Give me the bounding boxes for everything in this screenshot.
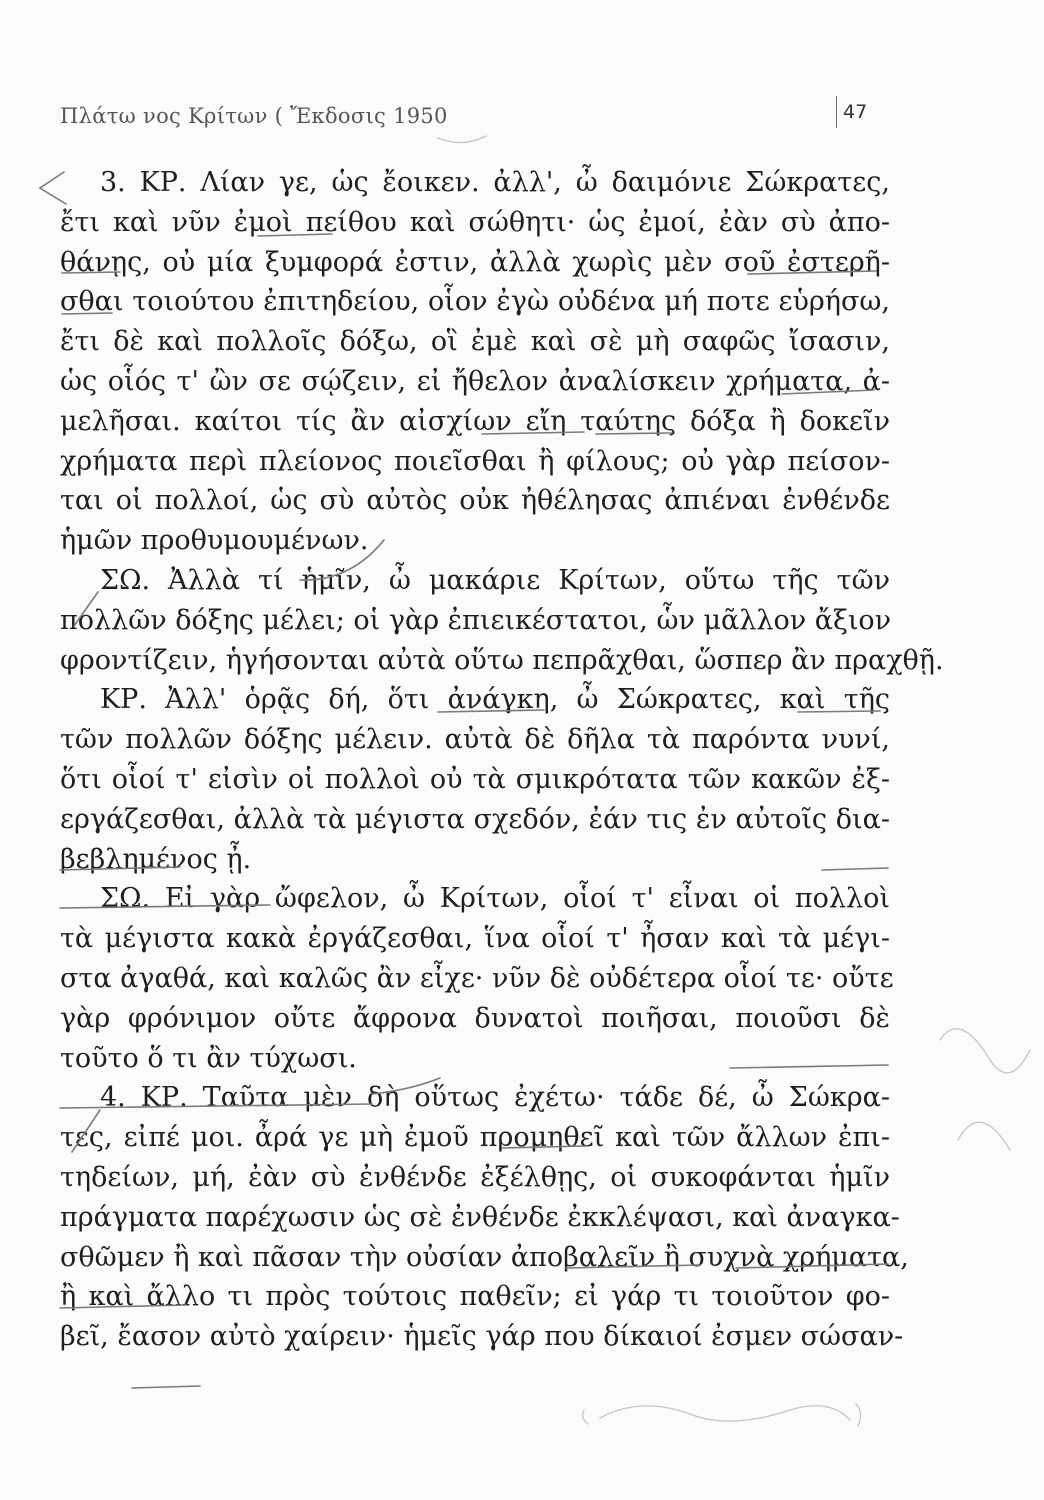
text-line: τες, εἰπέ μοι. ἆρά γε μὴ ἐμοῦ προμηθεῖ καὶ τῶν ἄλλων ἐπι-: [60, 1122, 890, 1154]
pencil-margin-scribble: [438, 136, 486, 143]
pencil-margin-scribble: [600, 1406, 850, 1421]
text-line: γὰρ φρόνιμον οὔτε ἄφρονα δυνατοὶ ποιῆσαι, ποιοῦσι δὲ: [60, 1002, 890, 1034]
text-line: θάνῃς, οὐ μία ξυμφορά ἐστιν, ἀλλὰ χωρὶς μὲν σοῦ ἐστερῆ-: [60, 246, 890, 278]
text-line: βεβλημένος ᾖ.: [60, 843, 252, 875]
text-line: ἔτι καὶ νῦν ἐμοὶ πείθου καὶ σώθητι· ὡς ἐμοί, ἐὰν σὺ ἀπο-: [60, 206, 890, 238]
greek-text-block: [60, 163, 944, 1357]
pencil-margin-scribble: [958, 1122, 1010, 1150]
text-line: μελῆσαι. καίτοι τίς ἂν αἰσχίων εἴη ταύτης δόξα ἢ δοκεῖν: [60, 405, 890, 437]
text-line: ἢ καὶ ἄλλο τι πρὸς τούτοις παθεῖν; εἰ γάρ τι τοιοῦτον φο-: [60, 1281, 890, 1313]
text-line: σθαι τοιούτου ἐπιτηδείου, οἷον ἐγὼ οὐδένα μή ποτε εὑρήσω,: [60, 286, 890, 318]
text-line: ἔτι δὲ καὶ πολλοῖς δόξω, οἳ ἐμὲ καὶ σὲ μὴ σαφῶς ἴσασιν,: [60, 326, 890, 358]
text-line: πράγματα παρέχωσιν ὡς σὲ ἐνθένδε ἐκκλέψασι, καὶ ἀναγκα-: [60, 1201, 900, 1233]
page-number-rule: [836, 96, 837, 128]
text-line: χρήματα περὶ πλείονος ποιεῖσθαι ἢ φίλους; οὐ γὰρ πείσον-: [60, 445, 890, 477]
page-number: 47: [843, 101, 868, 123]
text-line: 4. ΚΡ. Ταῦτα μὲν δὴ οὕτως ἐχέτω· τάδε δέ, ὦ Σώκρα-: [100, 1082, 890, 1114]
text-line: τῶν πολλῶν δόξης μέλειν. αὐτὰ δὲ δῆλα τὰ παρόντα νυνί,: [60, 724, 890, 756]
pencil-margin-scribble: [856, 1404, 861, 1426]
text-line: τηδείων, μή, ἐὰν σὺ ἐνθένδε ἐξέλθῃς, οἱ συκοφάνται ἡμῖν: [60, 1161, 890, 1193]
text-line: ΚΡ. Ἀλλ' ὁρᾷς δή, ὅτι ἀνάγκη, ὦ Σώκρατες, καὶ τῆς: [100, 684, 890, 716]
text-line: τὰ μέγιστα κακὰ ἐργάζεσθαι, ἵνα οἷοί τ' ἦσαν καὶ τὰ μέγι-: [60, 923, 890, 955]
text-line: ΣΩ. Ἀλλὰ τί ἡμῖν, ὦ μακάριε Κρίτων, οὕτω τῆς τῶν: [100, 564, 890, 596]
text-line: ὡς οἷός τ' ὢν σε σῴζειν, εἰ ἤθελον ἀναλίσκειν χρήματα, ἀ-: [60, 365, 890, 397]
text-line: στα ἀγαθά, καὶ καλῶς ἂν εἶχε· νῦν δὲ οὐδέτερα οἷοί τε· οὔτε: [60, 962, 894, 994]
running-head: Πλάτω νος Κρίτων ( Ἔκδοσις 1950: [60, 104, 448, 128]
pencil-underline: [132, 1386, 200, 1388]
text-line: βεῖ, ἔασον αὐτὸ χαίρειν· ἡμεῖς γάρ που δίκαιοί ἐσμεν σώσαν-: [60, 1321, 904, 1353]
text-line: τοῦτο ὅ τι ἂν τύχωσι.: [60, 1042, 357, 1074]
text-line: ΣΩ. Εἰ γὰρ ὤφελον, ὦ Κρίτων, οἷοί τ' εἶναι οἱ πολλοὶ: [100, 883, 890, 915]
text-line: εργάζεσθαι, ἀλλὰ τὰ μέγιστα σχεδόν, ἐάν τις ἐν αὐτοῖς δια-: [60, 803, 890, 835]
text-line: σθῶμεν ἢ καὶ πᾶσαν τὴν οὐσίαν ἀποβαλεῖν ἢ συχνὰ χρήματα,: [60, 1241, 909, 1273]
text-line: ται οἱ πολλοί, ὡς σὺ αὐτὸς οὐκ ἠθέλησας ἀπιέναι ἐνθένδε: [60, 485, 890, 517]
text-line: ἡμῶν προθυμουμένων.: [60, 525, 369, 557]
text-line: φροντίζειν, ἡγήσονται αὐτὰ οὕτω πεπρᾶχθαι, ὥσπερ ἂν πραχθῇ.: [60, 644, 944, 676]
pencil-margin-scribble: [583, 1410, 588, 1424]
text-line: πολλῶν δόξης μέλει; οἱ γὰρ ἐπιεικέστατοι, ὧν μᾶλλον ἄξιον: [60, 604, 892, 636]
pencil-margin-scribble: [940, 1029, 1030, 1073]
text-line: 3. ΚΡ. Λίαν γε, ὡς ἔοικεν. ἀλλ', ὦ δαιμόνιε Σώκρατες,: [100, 167, 890, 198]
text-line: ὅτι οἷοί τ' εἰσὶν οἱ πολλοὶ οὐ τὰ σμικρότατα τῶν κακῶν ἐξ-: [60, 763, 890, 795]
